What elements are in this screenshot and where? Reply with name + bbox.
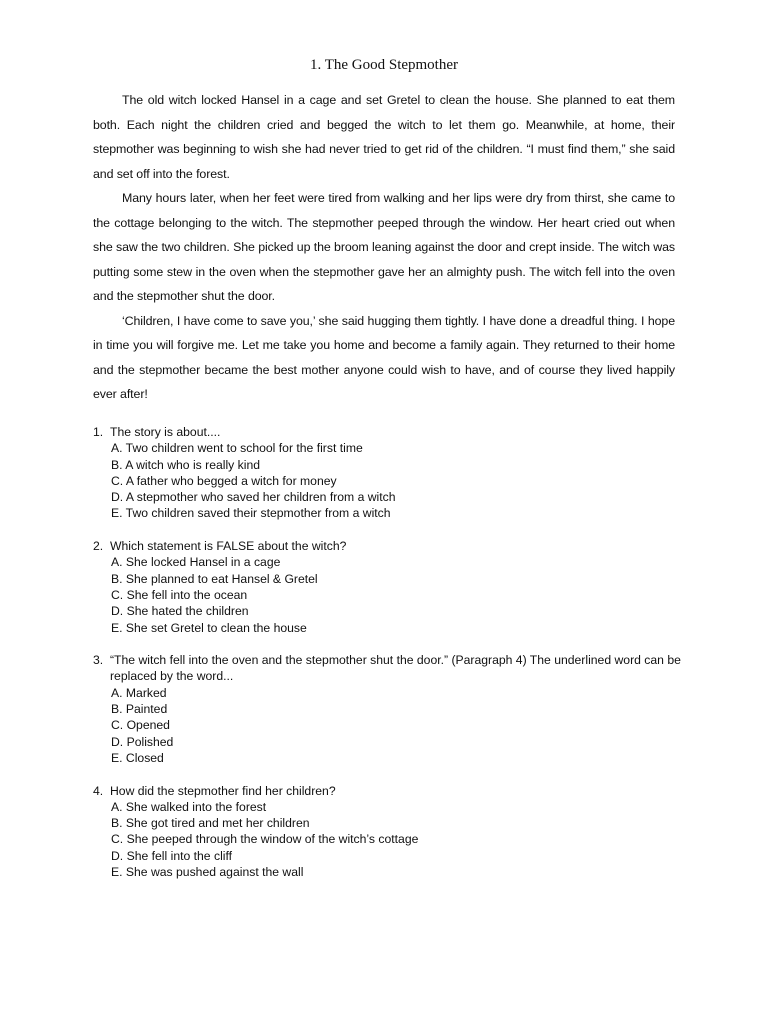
- answer-option: B. A witch who is really kind: [111, 457, 261, 472]
- answer-options: [93, 554, 683, 635]
- question-4: [93, 783, 683, 881]
- answer-option: B. She planned to eat Hansel & Gretel: [111, 571, 318, 586]
- answer-options: [93, 440, 683, 521]
- story-paragraph: The old witch locked Hansel in a cage and set Gretel to clean the house. She planned to eat them both. Each night the children cried and begged the witch to let them go. Meanwhile, at home, their stepmother was beginning to wish she had never tried to get rid of the children. “I must find them,” she said and set off into the forest.: [93, 93, 675, 181]
- answer-option: C. She fell into the ocean: [111, 587, 248, 602]
- answer-option: E. She set Gretel to clean the house: [111, 620, 307, 635]
- question-number: 4.: [93, 783, 104, 798]
- answer-option: D. A stepmother who saved her children from a witch: [111, 490, 396, 505]
- question-stem: [93, 538, 683, 554]
- question-stem: [93, 424, 683, 440]
- answer-option: B. Painted: [111, 702, 168, 717]
- document-title: 1. The Good Stepmother: [309, 57, 459, 73]
- answer-option: E. She was pushed against the wall: [111, 865, 304, 880]
- answer-option: C. She peeped through the window of the witch’s cottage: [111, 832, 419, 847]
- question-number: 3.: [93, 653, 104, 668]
- answer-options: [93, 799, 683, 880]
- answer-option: D. She fell into the cliff: [111, 848, 233, 863]
- question-text: How did the stepmother find her children?: [110, 783, 336, 798]
- question-number: 1.: [93, 425, 104, 439]
- question-number: 2.: [93, 539, 104, 554]
- answer-option: D. Polished: [111, 734, 174, 749]
- question-stem: [93, 783, 683, 799]
- answer-options: [93, 685, 683, 766]
- question-2: [93, 538, 683, 636]
- answer-option: E. Closed: [111, 750, 164, 765]
- answer-option: C. Opened: [111, 718, 170, 733]
- answer-option: A. Two children went to school for the first time: [111, 441, 363, 456]
- answer-option: A. She locked Hansel in a cage: [111, 555, 281, 570]
- story-paragraph: ‘Children, I have come to save you,’ she said hugging them tightly. I have done a dreadful thing. I hope in time you will forgive me. Let me take you home and become a family again. They returned to their home and the stepmother became the best mother anyone could wish to have, and of course they lived happily ever after!: [93, 313, 675, 401]
- answer-option: D. She hated the children: [111, 604, 249, 619]
- question-text: “The witch fell into the oven and the stepmother shut the door.” (Paragraph 4) The underlined word can be replaced by the word...: [110, 653, 681, 684]
- question-list: [93, 424, 683, 897]
- question-text: Which statement is FALSE about the witch?: [110, 539, 347, 554]
- question-3: [93, 652, 683, 766]
- question-1: [93, 424, 683, 522]
- answer-option: C. A father who begged a witch for money: [111, 473, 337, 488]
- story-text: [93, 88, 675, 407]
- answer-option: B. She got tired and met her children: [111, 816, 310, 831]
- question-stem: [93, 652, 683, 685]
- question-text: The story is about....: [110, 425, 221, 439]
- answer-option: A. She walked into the forest: [111, 799, 267, 814]
- answer-option: A. Marked: [111, 685, 167, 700]
- answer-option: E. Two children saved their stepmother from a witch: [111, 506, 391, 521]
- story-paragraph: Many hours later, when her feet were tired from walking and her lips were dry from thirst, she came to the cottage belonging to the witch. The stepmother peeped through the window. Her heart cried out when she saw the two children. She picked up the broom leaning against the door and crept inside. The witch was putting some stew in the oven when the stepmother gave her an almighty push. The witch fell into the oven and the stepmother shut the door.: [93, 191, 675, 303]
